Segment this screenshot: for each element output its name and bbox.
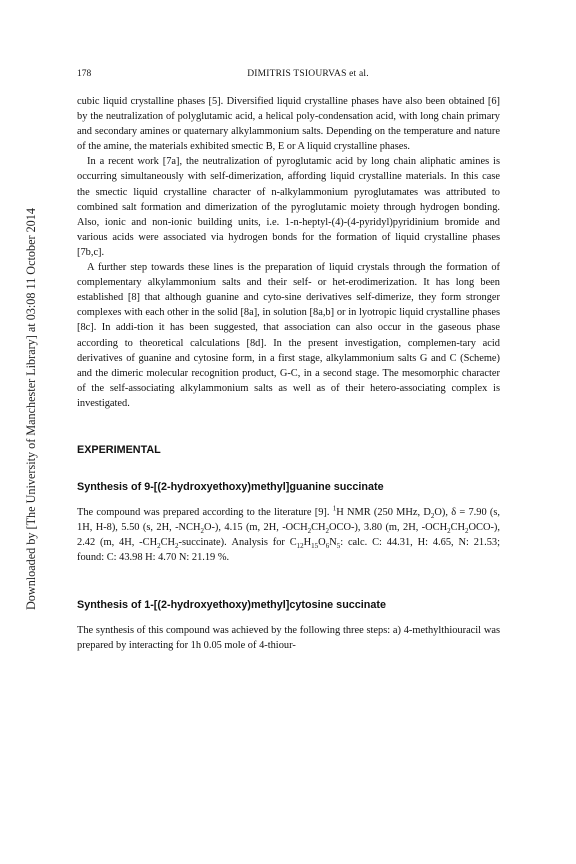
- subsection-heading-cytosine: Synthesis of 1-[(2-hydroxyethoxy)methyl]cytosine succinate: [77, 598, 386, 611]
- page-number: 178: [77, 69, 92, 79]
- intro-paragraph-2: In a recent work [7a], the neutralization of pyroglutamic acid by long chain aliphatic amines is occurring simultaneously with self-dimerization, affording liquid crystalline materials. In this case the smectic liquid crystalline character of n-alkylammonium pyroglutamates was attributed to combined salt formation and dimerization of the pyroglutamic moiety through hydrogen bonding. Also, ionic and non-ionic building units, i.e. 1-n-heptyl-(4)-(4-pyridyl)pyridinium bromide and various acids were associated via hydrogen bonds for the formation of liquid crystalline phases [7b,c].: [77, 156, 500, 258]
- body-column: [77, 94, 500, 653]
- cytosine-procedure-text: The synthesis of this compound was achieved by the following three steps: a) 4-methylthiouracil was prepared by interacting for 1h 0.05 mole of 4-thiour-: [77, 624, 500, 651]
- download-watermark: Downloaded by [The University of Manchester Library] at 03:08 11 October 2014: [24, 208, 38, 610]
- running-head: DIMITRIS TSIOURVAS et al.: [247, 69, 369, 79]
- intro-paragraph-3: A further step towards these lines is the preparation of liquid crystals through the formation of complementary alkylammonium salts and their self- or het-erodimerization. It has long been established [8] that although guanine and cyto-sine derivatives self-dimerize, they form stronger complexes with each other in the solid [8a], in solution [8a,b] or in lyotropic liquid crystalline phases [8c]. In addi-tion it has been suggested, that association can also occur in the gaseous phase according to theoretical calculations [8d]. In the present investigation, complemen-tary acid derivatives of guanine and cytosine form, in a first stage, alkylammonium salts G and C (Scheme) and the dimeric molecular recognition product, G-C, in a second stage. The mesomorphic character of the self-associating alkylammonium salts as well as of their hetero-associating complex is investigated.: [77, 262, 500, 409]
- guanine-procedure-text: The compound was prepared according to the literature [9]. $^1$H NMR (250 MHz, $D_2O$), δ = 7.90 (s, 1H, H-8), 5.50 (s, 2H, $-NCH_2O-$), 4.15 (m, 2H, $-OCH_2CH_2OCO-$), 3.80 (m, 2H, $-OCH_2CH_2OCO-$), 2.42 (m, 4H, $-CH_2CH_2-succinate$). Analysis for $C_{12}H_{15}O_6N_5$: calc. C: 44.31, H: 4.65, N: 21.53; found: C: 43.98 H: 4.70 N: 21.19 %.: [77, 504, 501, 564]
- subsection-heading-guanine: Synthesis of 9-[(2-hydroxyethoxy)methyl]guanine succinate: [77, 481, 384, 494]
- section-heading-experimental: EXPERIMENTAL: [77, 443, 161, 456]
- intro-paragraph-1: cubic liquid crystalline phases [5]. Diversified liquid crystalline phases have also been obtained [6] by the neutralization of polyglutamic acid, a helical poly-condensation acid, with long chain primary and secondary amines or quaternary alkylammonium salts. Depending on the temperature and nature of the amine, the materials exhibited smectic B, E or A liquid crystalline phases.: [77, 96, 500, 153]
